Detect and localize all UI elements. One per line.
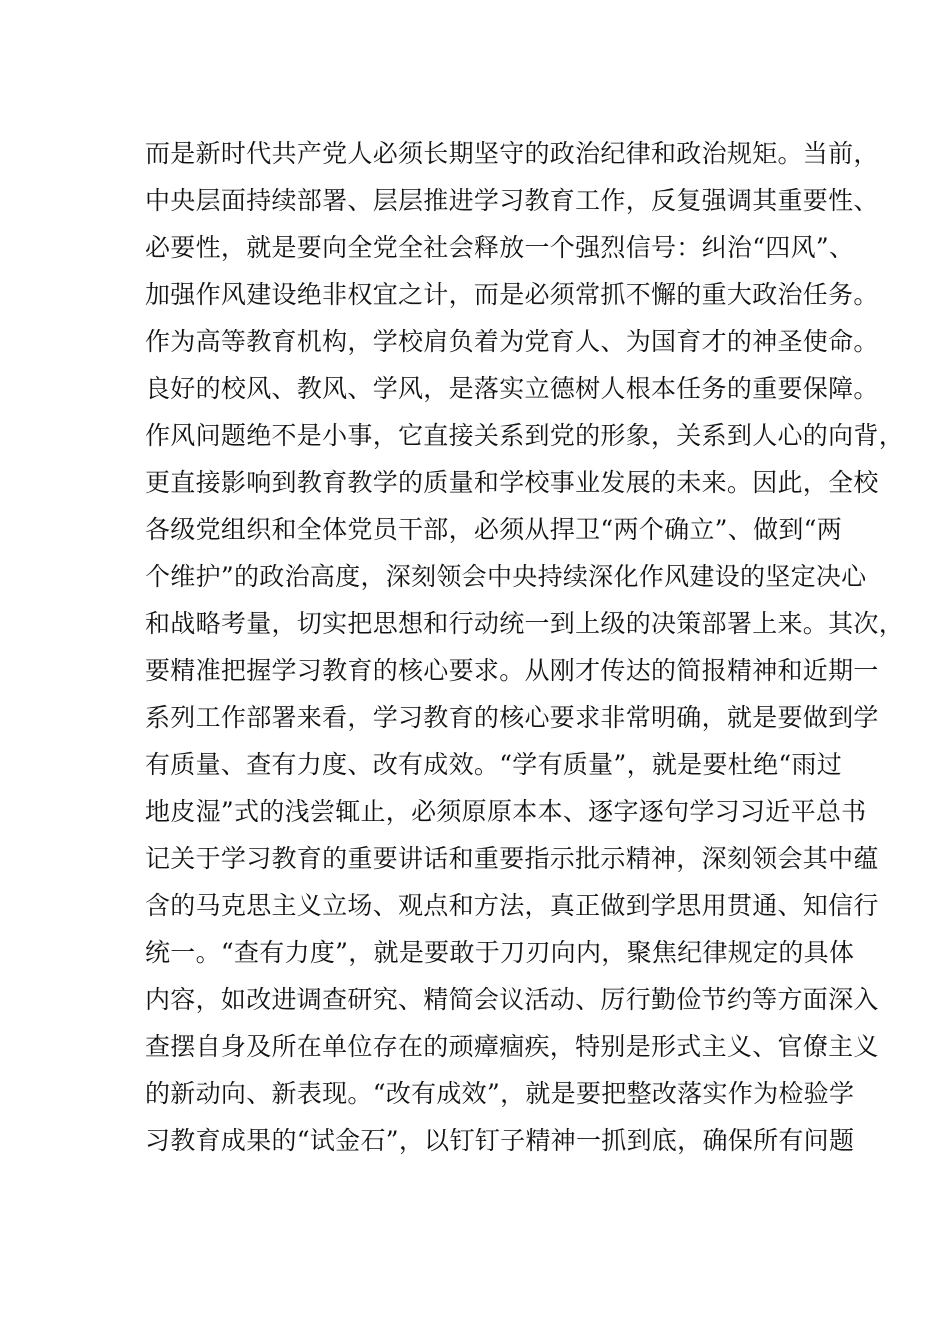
text-line: 中央层面持续部署、层层推进学习教育工作，反复强调其重要性、 [145,186,879,215]
text-line: 系列工作部署来看，学习教育的核心要求非常明确，就是要做到学 [145,703,879,732]
text-line: 习教育成果的“试金石”，以钉钉子精神一抓到底，确保所有问题 [145,1126,855,1155]
text-line: 个维护”的政治高度，深刻领会中央持续深化作风建设的坚定决心 [145,562,867,591]
text-line: 地皮湿”式的浅尝辄止，必须原原本本、逐字逐句学习习近平总书 [145,797,867,826]
text-line: 和战略考量，切实把思想和行动统一到上级的决策部署上来。其次， [145,609,905,638]
text-line: 良好的校风、教风、学风，是落实立德树人根本任务的重要保障。 [145,374,879,403]
text-line: 有质量、查有力度、改有成效。“学有质量”，就是要杜绝“雨过 [145,750,843,779]
text-line: 要精准把握学习教育的核心要求。从刚才传达的简报精神和近期一 [145,656,879,685]
text-line: 作风问题绝不是小事，它直接关系到党的形象，关系到人心的向背， [145,421,905,450]
text-line: 而是新时代共产党人必须长期坚守的政治纪律和政治规矩。当前， [145,139,879,168]
text-line: 的新动向、新表现。“改有成效”，就是要把整改落实作为检验学 [145,1079,855,1108]
text-line: 各级党组织和全体党员干部，必须从捍卫“两个确立”、做到“两 [145,515,843,544]
text-line: 含的马克思主义立场、观点和方法，真正做到学思用贯通、知信行 [145,891,879,920]
text-line: 内容，如改进调查研究、精简会议活动、厉行勤俭节约等方面深入 [145,985,879,1014]
text-line: 加强作风建设绝非权宜之计，而是必须常抓不懈的重大政治任务。 [145,280,879,309]
text-line: 统一。“查有力度”，就是要敢于刀刃向内，聚焦纪律规定的具体 [145,938,855,967]
text-line: 查摆自身及所在单位存在的顽瘴痼疾，特别是形式主义、官僚主义 [145,1032,879,1061]
text-line: 必要性，就是要向全党全社会释放一个强烈信号：纠治“四风”、 [145,233,855,262]
text-line: 作为高等教育机构，学校肩负着为党育人、为国育才的神圣使命。 [145,327,879,356]
text-line: 记关于学习教育的重要讲话和重要指示批示精神，深刻领会其中蕴 [145,844,879,873]
body-paragraph [145,130,905,1164]
text-line: 更直接影响到教育教学的质量和学校事业发展的未来。因此，全校 [145,468,879,497]
